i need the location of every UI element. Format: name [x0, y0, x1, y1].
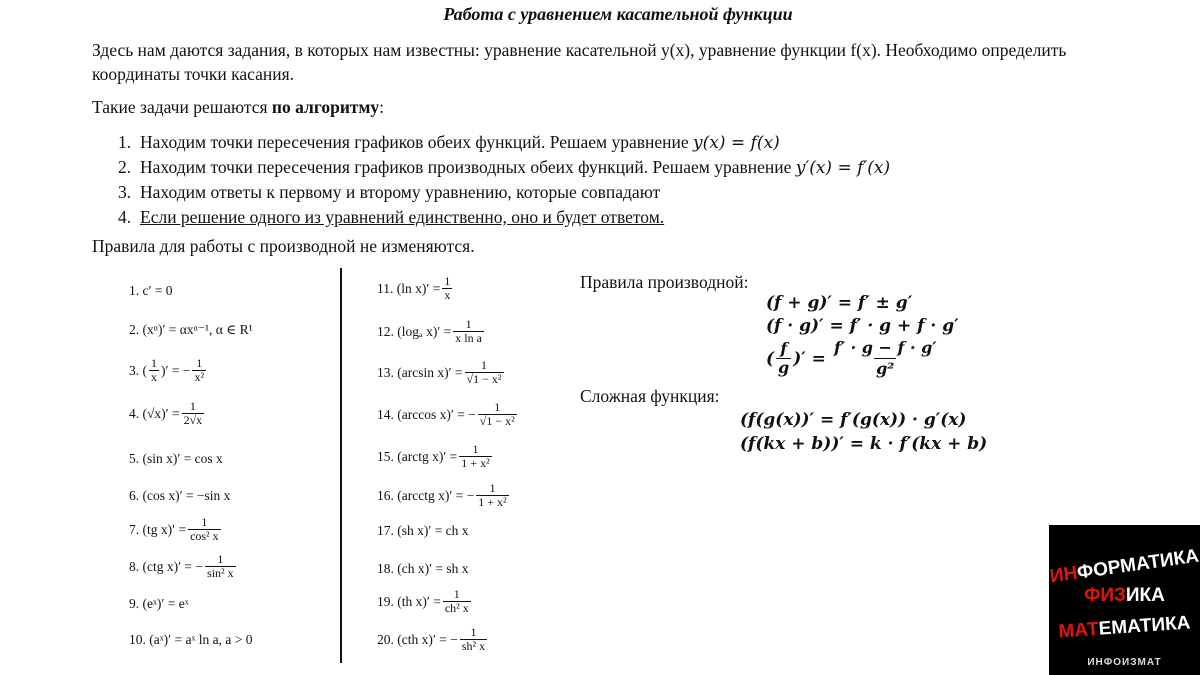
formula-14: 14. (arccos x)′ = − $\frac{1}{\text{√1 − x²}}$	[377, 400, 515, 428]
product-rule: (f · g)′ = f′ · g + f · g′	[766, 316, 959, 336]
column-divider	[340, 268, 342, 663]
list-item: 4. Если решение одного из уравнений единственно, оно и будет ответом.	[118, 207, 665, 227]
complex-function-heading: Сложная функция:	[580, 386, 720, 406]
logo-line-1: ИНФОРМАТИКА	[1049, 545, 1200, 588]
formula-6: 6. (cos x)′ = −sin x	[129, 488, 231, 503]
linear-chain-rule: (f(kx + b))′ = k · f′(kx + b)	[740, 434, 988, 454]
algo-suffix: :	[379, 97, 385, 117]
formula-3: 3. ( $\frac{1}{x}$ )′ = − $\frac{1}{\text{x²}}$	[129, 356, 205, 384]
formula-5: 5. (sin x)′ = cos x	[129, 451, 223, 466]
formula-20: 20. (cth x)′ = − $\frac{1}{\text{sh² x}}$	[377, 625, 486, 653]
formula-13: 13. (arcsin x)′ = $\frac{1}{\text{√1 − x²}}$	[377, 358, 502, 386]
formula-17: 17. (sh x)′ = ch x	[377, 523, 469, 538]
chain-rule: (f(g(x))′ = f′(g(x)) · g′(x)	[740, 410, 967, 430]
formula-2: 2. (xᵅ)′ = αxᵅ⁻¹, α ∈ R¹	[129, 322, 253, 337]
formula-10: 10. (aˣ)′ = aˣ ln a, a > 0	[129, 632, 253, 647]
formula-19: 19. (th x)′ = $\frac{1}{\text{ch² x}}$	[377, 587, 469, 615]
list-item: 3. Находим ответы к первому и второму уравнению, которые совпадают	[118, 182, 661, 202]
formula-16: 16. (arcctg x)′ = − $\frac{1}{\text{1 + x²}}$	[377, 481, 507, 509]
formula-4: 4. (√x)′ = $\frac{1}{2√x}$	[129, 399, 203, 427]
list-item: 2. Находим точки пересечения графиков производных обеих функций. Решаем уравнение y′(x) = f′(x)	[118, 157, 891, 178]
logo-line-3: МАТЕМАТИКА	[1057, 612, 1192, 643]
algo-bold: по алгоритму	[271, 97, 380, 117]
intro-paragraph: Здесь нам даются задания, в которых нам известны: уравнение касательной y(x), уравнение функции f(x). Необходимо определить координаты точки касания.	[92, 40, 1067, 84]
formula-12: 12. (logₐ x)′ = $\frac{1}{\text{x ln a}}$	[377, 317, 482, 345]
list-item: 1. Находим точки пересечения графиков обеих функций. Решаем уравнение y(x) = f(x)	[118, 132, 780, 153]
algo-prefix: Такие задачи решаются	[92, 97, 272, 117]
quotient-rule: ( $\frac{f}{g}$ )′ = $\frac{f' \cdot g - f \cdot g'}{\text{g²}}$	[766, 338, 937, 378]
formula-11: 11. (ln x)′ = $\frac{1}{x}$	[377, 274, 451, 302]
formula-15: 15. (arctg x)′ = $\frac{1}{\text{1 + x²}}$	[377, 442, 490, 470]
formula-8: 8. (ctg x)′ = − $\frac{1}{\text{sin² x}}$	[129, 552, 234, 580]
logo-line-2: ФИЗИКА	[1084, 585, 1165, 606]
sum-rule: (f + g)′ = f′ ± g′	[766, 293, 913, 313]
formula-18: 18. (ch x)′ = sh x	[377, 561, 469, 576]
derivative-rules-heading: Правила производной:	[580, 272, 749, 292]
formula-9: 9. (eˣ)′ = eˣ	[129, 596, 189, 611]
infizmat-logo	[1049, 525, 1200, 675]
formula-7: 7. (tg x)′ = $\frac{1}{\text{cos² x}}$	[129, 515, 219, 543]
algorithm-line	[92, 97, 384, 118]
rules-note: Правила для работы с производной не изменяются.	[92, 236, 475, 256]
steps-list	[118, 132, 890, 232]
logo-caption: ИНФОИЗМАТ	[1087, 657, 1162, 668]
formula-1: 1. c′ = 0	[129, 283, 173, 298]
page-title: Работа с уравнением касательной функции	[443, 4, 793, 24]
